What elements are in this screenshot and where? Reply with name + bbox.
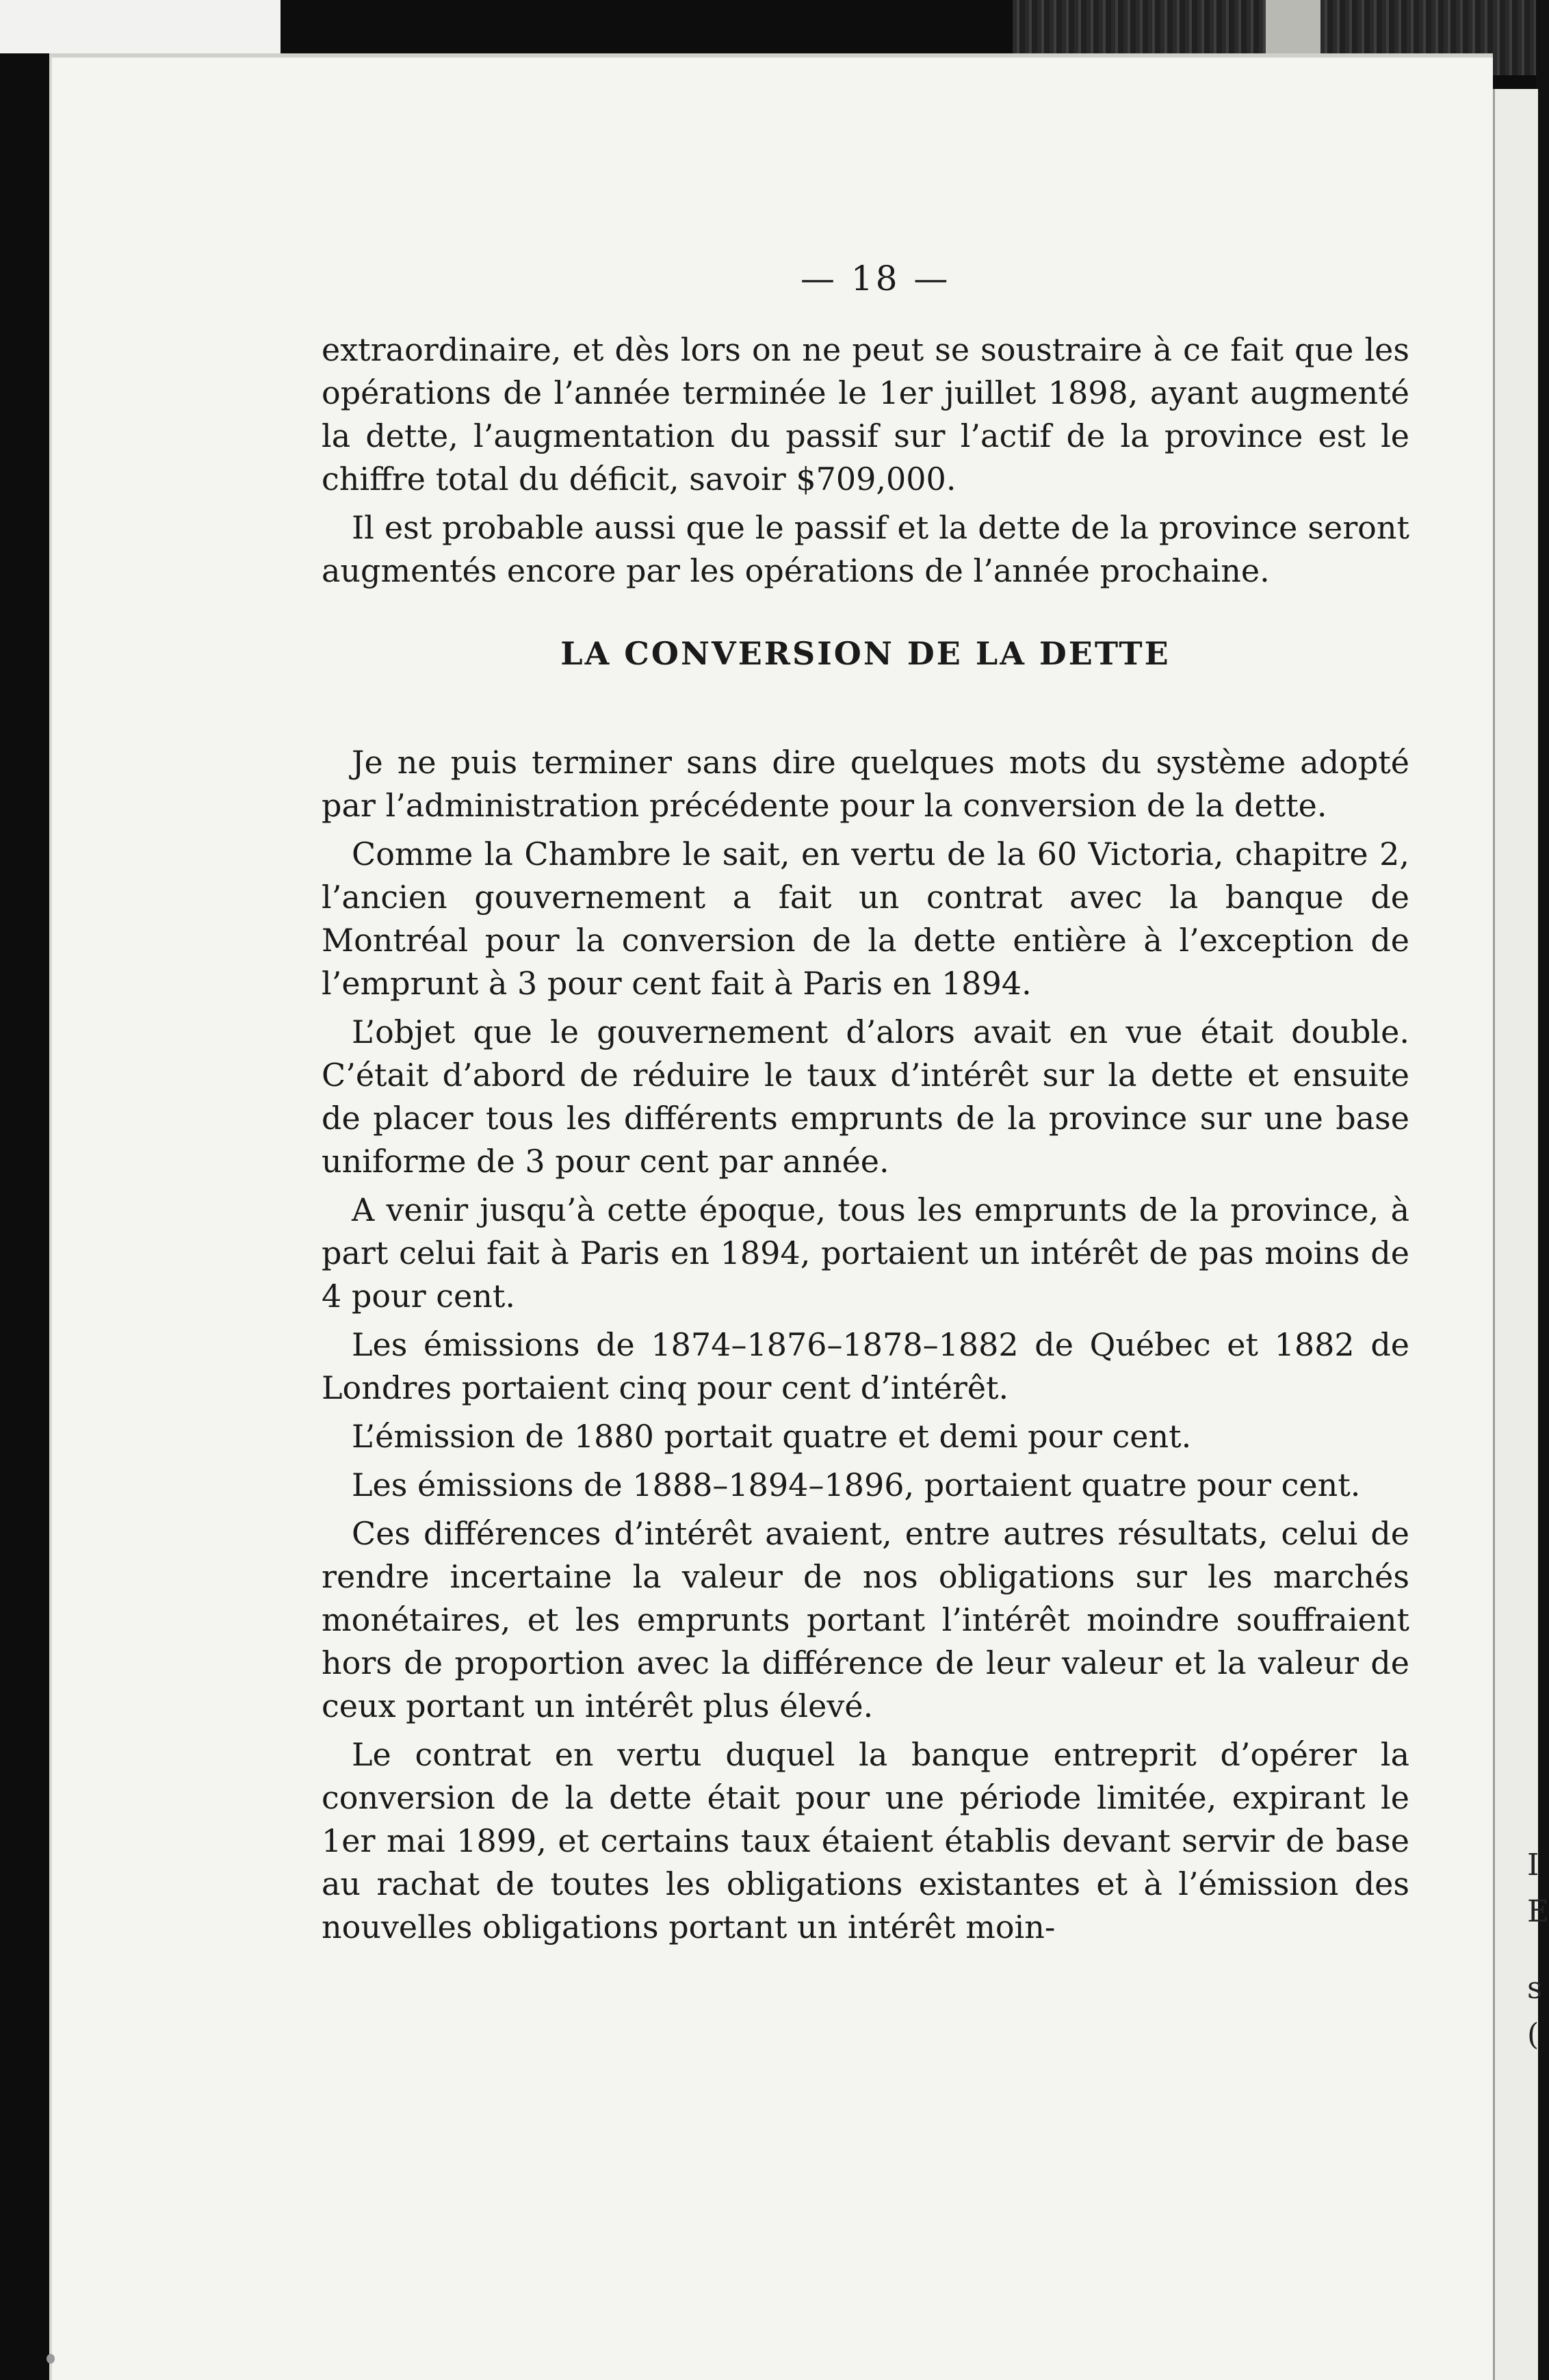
edge-glyph: I — [1527, 1848, 1539, 1883]
paragraph: Comme la Chambre le sait, en vertu de la 60 Victoria, chapitre 2, l’ancien gouvernement a fait un contrat avec la banque de Montréal pour la conversion de la dette entière à l’exception de l’emprunt à 3 pour cent fait à Paris en 1894. — [322, 836, 1409, 1002]
paragraph: Il est probable aussi que le passif et la dette de la province seront augmentés encore par les opérations de l’année prochaine. — [322, 509, 1409, 589]
paragraph: A venir jusqu’à cette époque, tous les emprunts de la province, à part celui fait à Paris en 1894, portaient un intérêt de pas moins de 4 pour cent. — [322, 1191, 1409, 1315]
paragraph: extraordinaire, et dès lors on ne peut se soustraire à ce fait que les opérations de l’année terminée le 1er juillet 1898, ayant augmenté la dette, l’augmentation du passif sur l’actif de la province est le chiffre total du déficit, savoir $709,000. — [322, 331, 1409, 497]
paragraph: Je ne puis terminer sans dire quelques mots du système adopté par l’administration précédente pour la conversion de la dette. — [322, 744, 1409, 824]
paragraph: L’objet que le gouvernement d’alors avait en vue était double. C’était d’abord de réduire le taux d’intérêt sur la dette et ensuite de placer tous les différents emprunts de la province sur une base uniforme de 3 pour cent par année. — [322, 1013, 1409, 1180]
paragraph: Les émissions de 1888–1894–1896, portaient quatre pour cent. — [352, 1466, 1361, 1503]
page-number: — 18 — — [800, 259, 951, 298]
edge-glyph: s — [1527, 1971, 1543, 2006]
scan-speck — [47, 2354, 55, 2364]
paragraph: Le contrat en vertu duquel la banque entreprit d’opérer la conversion de la dette était pour une période limitée, expirant le 1er mai 1899, et certains taux étaient établis devant servir de base au rachat de toutes les obligations existantes et à l’émission des nouvelles obligations portant un intérêt moin- — [322, 1736, 1409, 1945]
edge-glyph: ( — [1527, 2017, 1539, 2052]
adjacent-page-strip — [0, 0, 281, 53]
body-text — [322, 260, 1409, 1954]
section-heading: LA CONVERSION DE LA DETTE — [560, 635, 1171, 672]
paragraph: Ces différences d’intérêt avaient, entre autres résultats, celui de rendre incertaine la valeur de nos obligations sur les marchés monétaires, et les emprunts portant l’intérêt moindre souffraient hors de proportion avec la différence de leur valeur et la valeur de ceux portant un intérêt plus élevé. — [322, 1515, 1409, 1724]
edge-glyph: E — [1527, 1894, 1549, 1929]
paragraph: L’émission de 1880 portait quatre et demi pour cent. — [352, 1418, 1192, 1455]
paragraph: Les émissions de 1874–1876–1878–1882 de Québec et 1882 de Londres portaient cinq pour cent d’intérêt. — [322, 1326, 1409, 1406]
